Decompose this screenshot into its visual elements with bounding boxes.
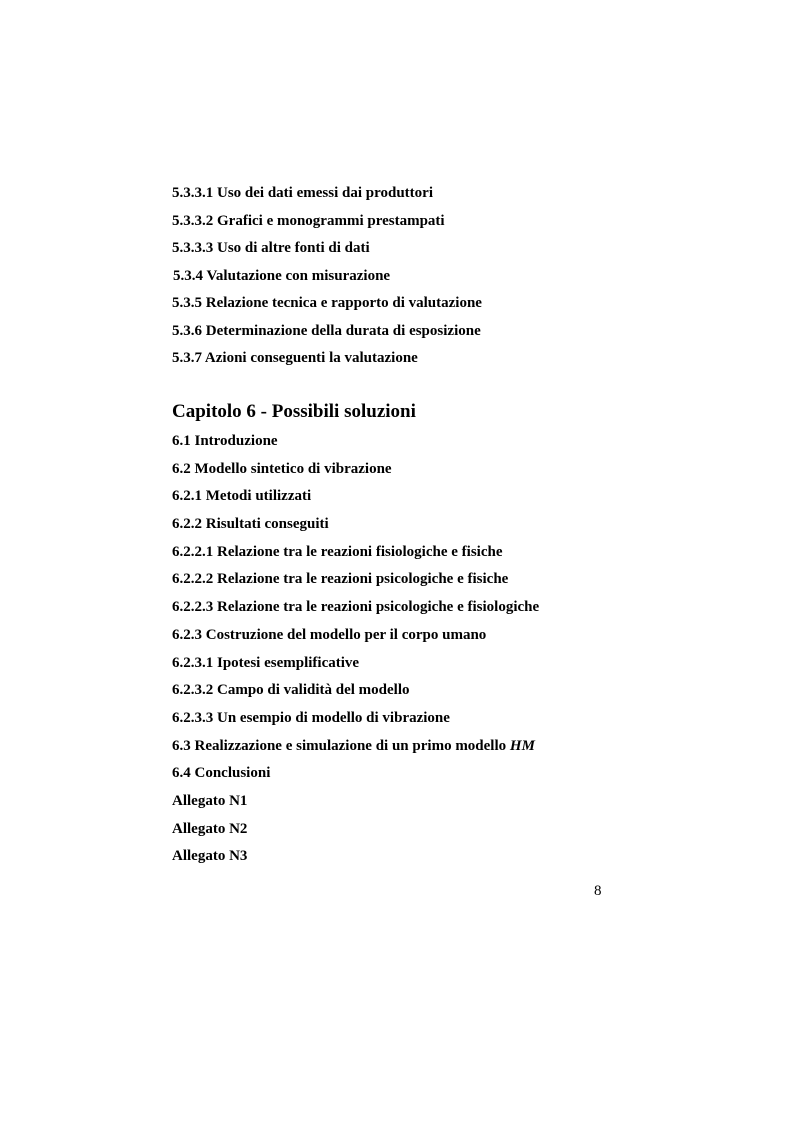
toc-section-5-3 [172, 184, 732, 368]
toc-entry: 6.2.2 Risultati conseguiti [172, 516, 329, 533]
toc-entry: 6.2.3.1 Ipotesi esemplificative [172, 654, 360, 671]
toc-entry: 6.2.1 Metodi utilizzati [172, 488, 312, 505]
toc-entry: 6.2.3.2 Campo di validità del modello [172, 682, 410, 699]
toc-entry: 6.2.3 Costruzione del modello per il corpo umano [172, 626, 487, 643]
toc-entry: 6.2 Modello sintetico di vibrazione [172, 460, 392, 477]
toc-entry: 6.1 Introduzione [172, 433, 278, 449]
toc-entry: 6.4 Conclusioni [172, 765, 271, 782]
page-number: 8 [594, 883, 602, 899]
toc-entry: 6.2.3.3 Un esempio di modello di vibrazione [172, 709, 450, 726]
toc-entry: 5.3.3.3 Uso di altre fonti di dati [172, 240, 370, 256]
chapter-heading: Capitolo 6 - Possibili soluzioni [172, 401, 416, 422]
toc-entry: 5.3.3.2 Grafici e monogrammi prestampati [172, 212, 445, 229]
toc-entry: 5.3.3.1 Uso dei dati emessi dai produttori [172, 185, 433, 201]
toc-entry: 6.2.2.3 Relazione tra le reazioni psicologiche e fisiologiche [172, 599, 540, 616]
toc-entry: 6.2.2.2 Relazione tra le reazioni psicologiche e fisiche [172, 571, 509, 588]
toc-entry-text: 6.3 Realizzazione e simulazione di un primo modello [172, 737, 510, 754]
toc-entry-italic: HM [509, 737, 535, 754]
toc-entry-hm [172, 737, 732, 756]
toc-entry: 5.3.7 Azioni conseguenti la valutazione [172, 350, 418, 366]
toc-entry: 6.2.2.1 Relazione tra le reazioni fisiologiche e fisiche [172, 543, 503, 560]
toc-entry: 5.3.4 Valutazione con misurazione [173, 267, 391, 284]
toc-entry: Allegato N3 [172, 848, 248, 865]
toc-entry: Allegato N1 [172, 792, 248, 809]
toc-chapter-6 [172, 432, 732, 875]
toc-entry: 5.3.5 Relazione tecnica e rapporto di valutazione [172, 295, 482, 311]
toc-entry: 5.3.6 Determinazione della durata di esposizione [172, 322, 481, 339]
toc-entry: Allegato N2 [172, 820, 248, 837]
